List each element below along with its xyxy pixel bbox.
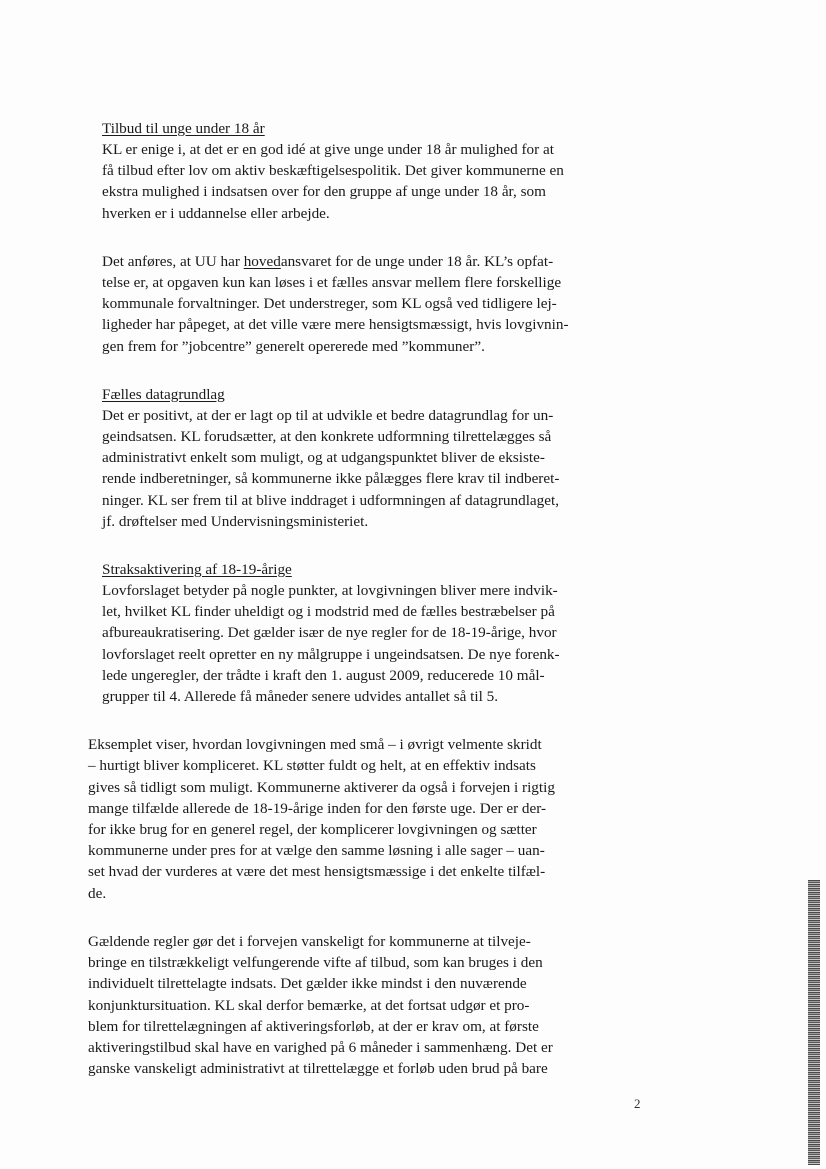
scan-edge-artifact [808, 880, 820, 1165]
section-heading: Straksaktivering af 18-19-årige [102, 561, 292, 579]
text-line: blem for tilrettelægningen af aktiveringsforløb, at der er krav om, at første [88, 1017, 539, 1035]
text-line: gen frem for ”jobcentre” generelt opererede med ”kommuner”. [102, 337, 485, 355]
text-line: individuelt tilrettelagte indsats. Det gælder ikke mindst i den nuværende [88, 975, 527, 993]
paragraph [88, 734, 618, 904]
text-line: kommunale forvaltninger. Det understreger, som KL også ved tidligere lej- [102, 295, 557, 313]
text-run: ansvaret for de unge under 18 år. KL’s opfat- [280, 252, 554, 270]
text-line: få tilbud efter lov om aktiv beskæftigelsespolitik. Det giver kommunerne en [102, 162, 564, 180]
text-line: de. [88, 884, 107, 902]
text-line: let, hvilket KL finder uheldigt og i modstrid med de fælles bestræbelser på [102, 603, 555, 621]
text-line: – hurtigt bliver kompliceret. KL støtter fuldt og helt, at en effektiv indsats [88, 757, 536, 775]
section-heading: Tilbud til unge under 18 år [102, 120, 265, 137]
text-line: set hvad der vurderes at være det mest hensigtsmæssige i det enkelte tilfæl- [88, 863, 546, 881]
text-line: Gældende regler gør det i forvejen vanskeligt for kommunerne at tilveje- [88, 932, 531, 950]
text-line: jf. drøftelser med Undervisningsministeriet. [102, 512, 369, 530]
text-line: Det er positivt, at der er lagt op til at udvikle et bedre datagrundlag for un- [102, 406, 554, 424]
text-line: telse er, at opgaven kun kan løses i et fælles ansvar mellem flere forskellige [102, 274, 562, 292]
text-line: afbureaukratisering. Det gælder især de nye regler for de 18-19-årige, hvor [102, 624, 557, 642]
section-straksaktivering [88, 559, 618, 1079]
document-body [88, 118, 618, 1079]
paragraph [88, 580, 618, 707]
emphasis-text: hoved [243, 252, 281, 270]
text-line: Eksemplet viser, hvordan lovgivningen med små – i øvrigt velmente skridt [88, 736, 542, 754]
text-line: kommunerne under pres for at vælge den samme løsning i alle sager – uan- [88, 842, 545, 860]
text-line: aktiveringstilbud skal have en varighed på 6 måneder i sammenhæng. Det er [88, 1038, 553, 1056]
text-line: KL er enige i, at det er en god idé at give unge under 18 år mulighed for at [102, 141, 554, 158]
text-line: ganske vanskeligt administrativt at tilrettelægge et forløb uden brud på bare [88, 1060, 548, 1078]
text-line: for ikke brug for en generel regel, der komplicerer lovgivningen og sætter [88, 821, 537, 839]
section-tilbud-unge [88, 118, 618, 357]
text-line: administrativt enkelt som muligt, og at udgangspunktet bliver de eksiste- [102, 449, 545, 467]
text-line: lede ungeregler, der trådte i kraft den 1. august 2009, reducerede 10 mål- [102, 666, 545, 684]
text-line: lovforslaget reelt opretter en ny målgruppe i ungeindsatsen. De nye forenk- [102, 645, 560, 663]
text-line: bringe en tilstrækkeligt velfungerende vifte af tilbud, som kan bruges i den [88, 954, 543, 972]
text-line: geindsatsen. KL forudsætter, at den konkrete udformning tilrettelægges så [102, 428, 552, 446]
paragraph [88, 251, 618, 357]
text-line: ninger. KL ser frem til at blive inddraget i udformningen af datagrundlaget, [102, 491, 560, 509]
page-number: 2 [634, 1096, 641, 1111]
paragraph [88, 931, 618, 1079]
text-run: Det anføres, at UU har [102, 252, 244, 270]
text-line: Lovforslaget betyder på nogle punkter, at lovgivningen bliver mere indvik- [102, 582, 558, 600]
text-line [102, 251, 618, 272]
text-line: konjunktursituation. KL skal derfor bemærke, at det fortsat udgør et pro- [88, 996, 530, 1014]
paragraph [88, 405, 618, 532]
text-line: ekstra mulighed i indsatsen over for den gruppe af unge under 18 år, som [102, 183, 546, 201]
text-line: grupper til 4. Allerede få måneder senere udvides antallet så til 5. [102, 688, 498, 706]
text-line: mange tilfælde allerede de 18-19-årige inden for den første uge. Der er der- [88, 799, 547, 817]
section-faelles-datagrundlag [88, 384, 618, 532]
paragraph [88, 139, 618, 224]
text-line: hverken er i uddannelse eller arbejde. [102, 204, 330, 222]
text-line: gives så tidligt som muligt. Kommunerne aktiverer da også i forvejen i rigtig [88, 778, 555, 796]
text-line: ligheder har påpeget, at det ville være mere hensigtsmæssigt, hvis lovgivnin- [102, 316, 569, 334]
section-heading: Fælles datagrundlag [102, 385, 225, 403]
text-line: rende indberetninger, så kommunerne ikke pålægges flere krav til indberet- [102, 470, 560, 488]
